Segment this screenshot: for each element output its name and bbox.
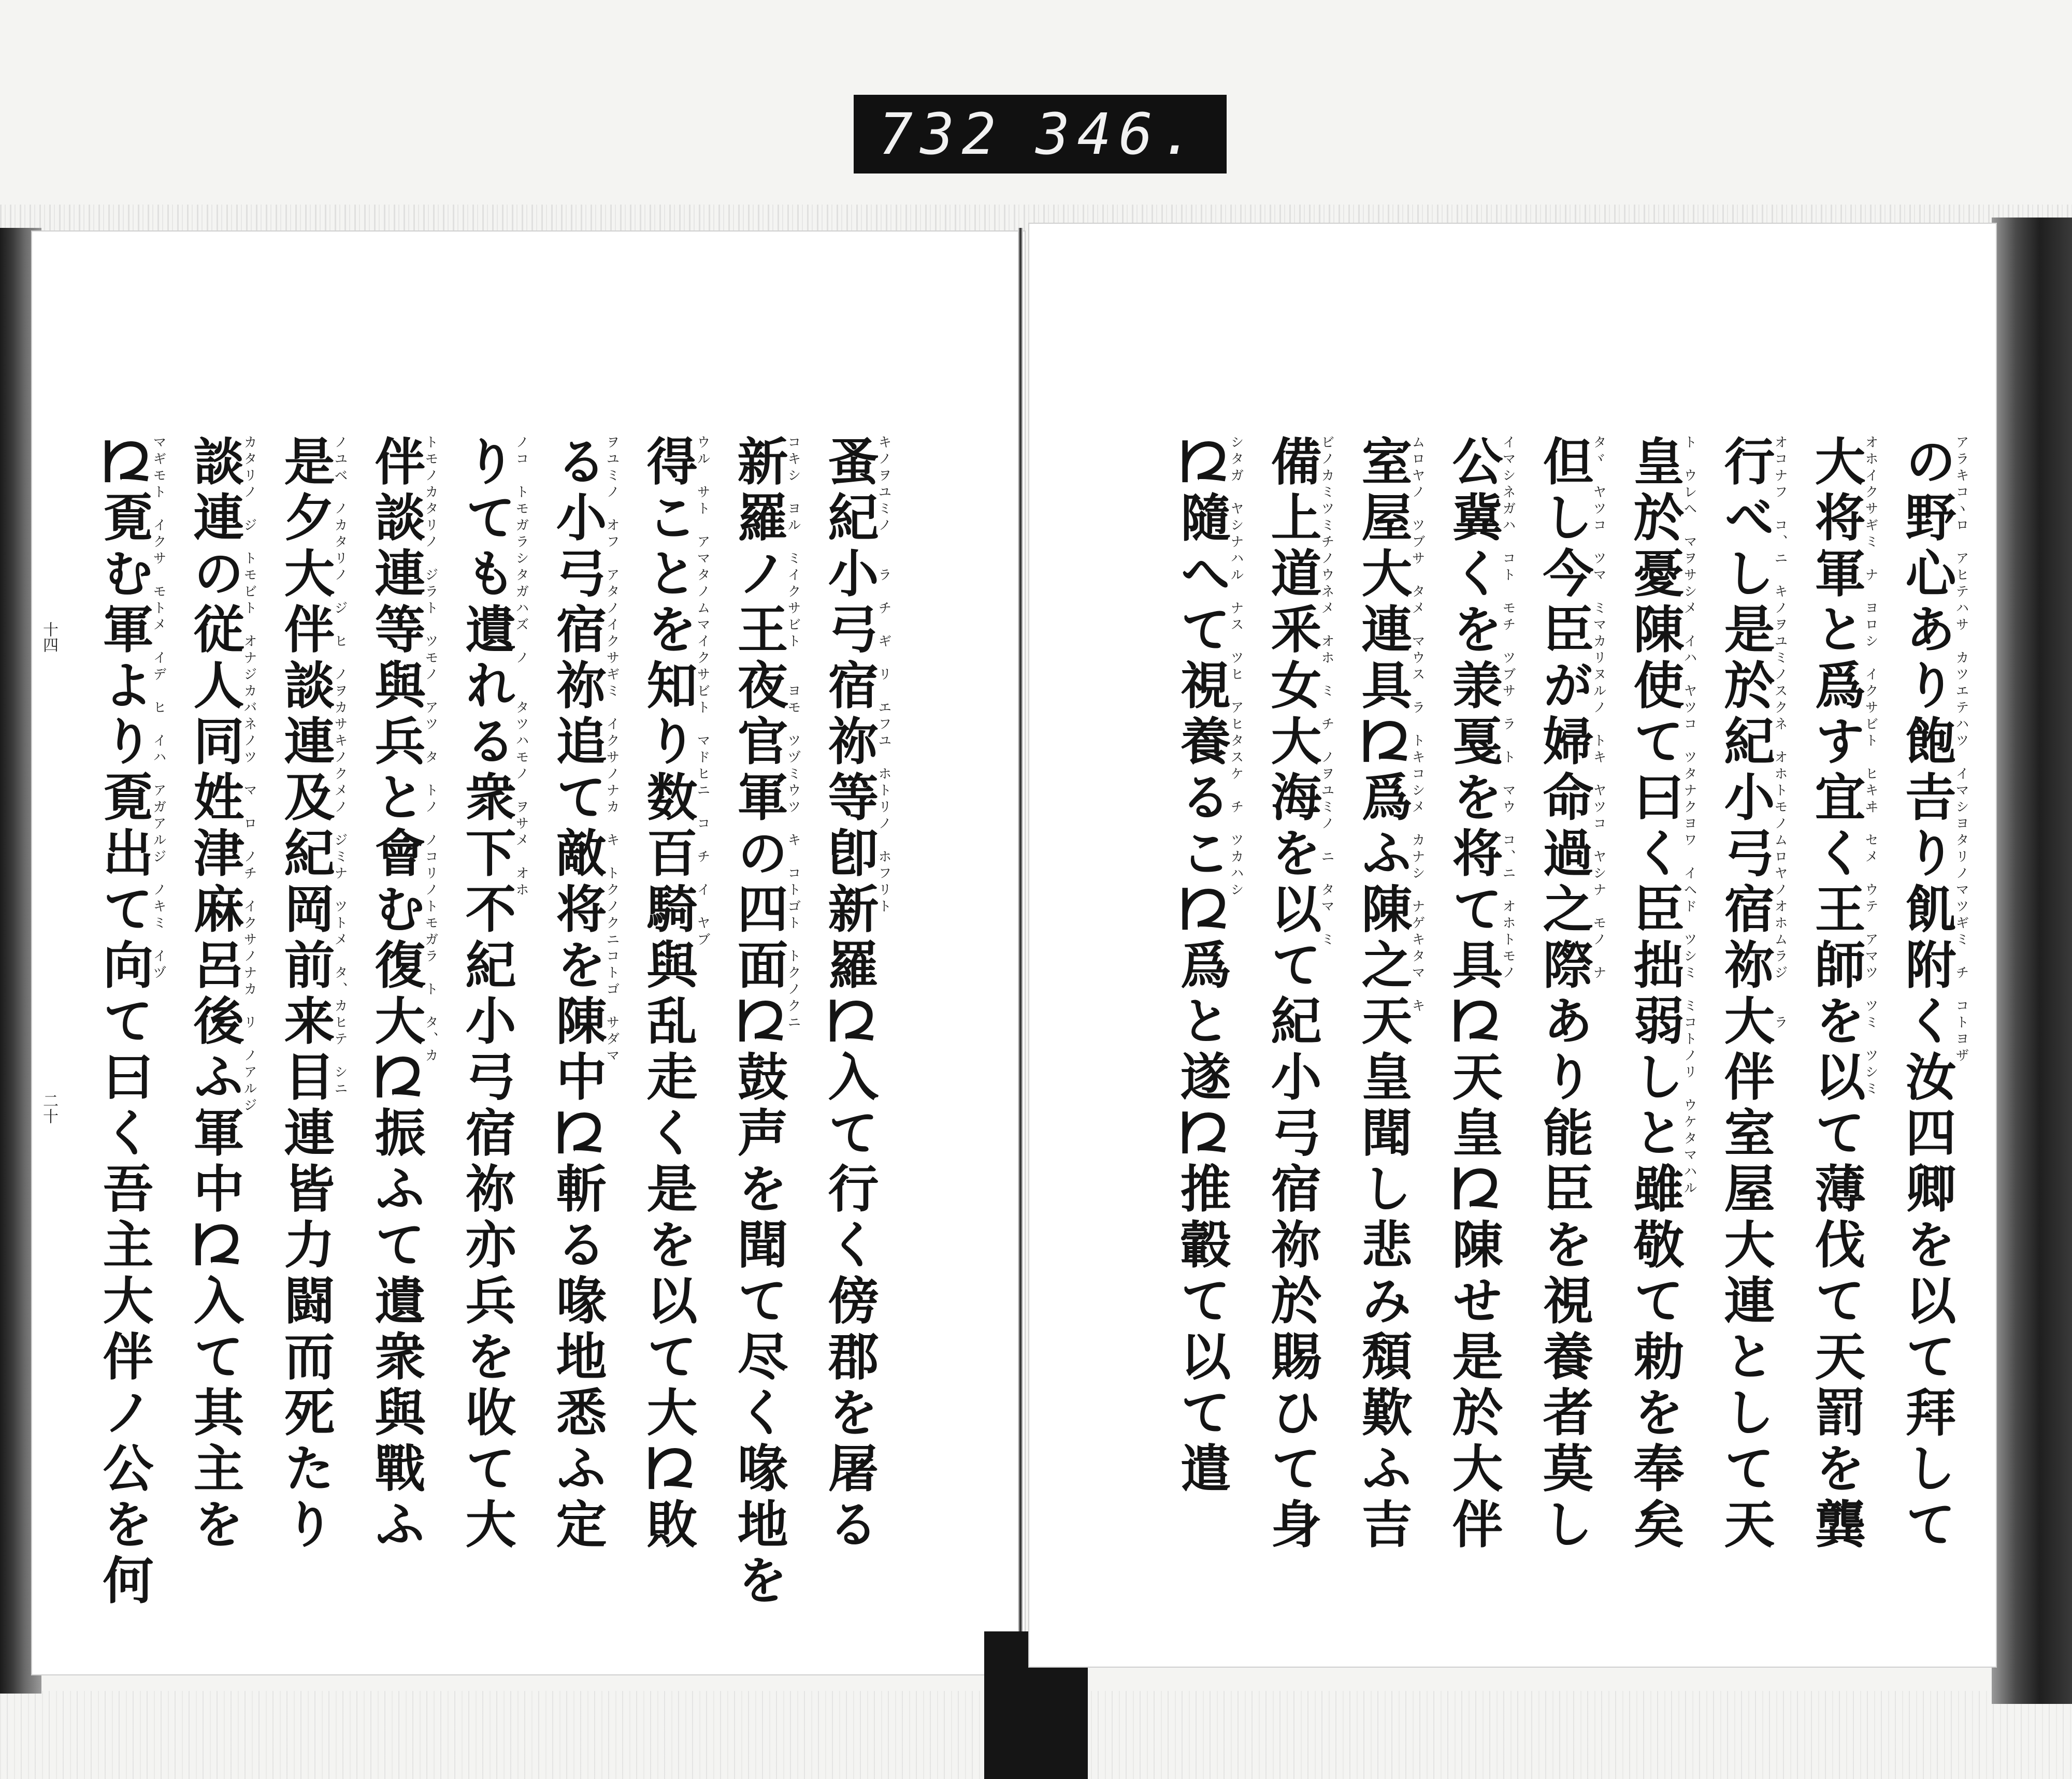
stamp-left-number: 732 [879, 101, 1003, 167]
book-edge-right [1992, 218, 2072, 1704]
right-ruby-column: オホイクサギミ ナ ヨロシ イクサビト ヒキヰ セメ ウテ アマツ ツミ ツシミ [1863, 435, 1878, 1098]
right-ruby-column: オコナフ コ、ニ キノヲユミノスクネ オホトモノムロヤノオホムラジ ラ [1772, 435, 1788, 1032]
right-text-column: 行べし是於紀小弓宿祢大伴室屋大連として天 [1716, 435, 1775, 1554]
right-text-column: 室屋大連具𛀁爲ふ陳之天皇聞し悲み頽歎ふ吉 [1353, 435, 1413, 1554]
right-text-column: の野心あり飽𠮷り飢附く汝四卿を以て拜して [1897, 435, 1956, 1554]
left-ruby-column: マギモト イクサ モトメ イデ ヒ イハ アガアルジ ノキミ イヅ [151, 435, 166, 982]
left-ruby-column: ヲユミノ オフ アタノイクサギミ イクサノナカ キ トクノクニコトゴ サダマ [604, 435, 620, 1065]
left-text-column: 談連の従人同姓津麻呂後ふ軍中𛀁入て其主を [185, 435, 244, 1554]
left-ruby-column: ウル サト アマタノムマイクサビト マドヒニ コ チ イ ヤブ [695, 435, 710, 949]
right-text-column: 但し今臣が婦命過之際あり能臣を視養者莫し [1534, 435, 1594, 1554]
right-text-column: 大将軍と爲す宜く王師を以て薄伐て天罰を龔 [1806, 435, 1866, 1554]
stamp-right-number: 346. [1035, 101, 1202, 167]
book-gutter [1018, 228, 1023, 1678]
right-ruby-column: タヾ ヤツコ ツマ ミマカリヌルノ トキ ヤツコ ヤシナ モノ ナ [1591, 435, 1606, 982]
right-ruby-column: ト ウレヘ マヲサシメ イハ ヤツコ ツタナクヨワ イヘド ツシミ ミコトノリ ウケタマハル [1681, 435, 1697, 1197]
left-text-column: る小弓宿祢追て敵将を陳中𛀁斬る喙地悉ふ定 [548, 435, 607, 1554]
left-ruby-column: キノヲユミノ ラ チ ギ リ エフユ ホトリノ ホフリト [876, 435, 891, 916]
left-ruby-column: ノコ トモガラシタガハズ ノ タツハモノ ヲサメ オホ [513, 435, 529, 899]
left-text-column: 新羅ノ王夜官軍の四面𛀁鼓声を聞て尽く喙地を [729, 435, 788, 1610]
right-ruby-column: イマシネガハ コト モチ ツブサ ラ ト マウ コ、ニ オホトモノ [1500, 435, 1516, 982]
right-text-column: 皇於憂陳使て曰く臣拙弱しと雖敬て勅を奉矣 [1625, 435, 1685, 1554]
left-text-column: 𛀁覔む軍より覔出て向て曰く吾主大伴ノ公を何 [94, 435, 154, 1610]
right-ruby-column: シタガ ヤシナハル ナス ツヒ アヒタスケ チ ツカハシ [1228, 435, 1244, 899]
left-ruby-column: カタリノ ジ トモビト オナジカバネノツ マ ロ ノチ イクサノナカ リ ノアルジ [241, 435, 257, 1115]
left-text-column: 蚤紀小弓宿祢等卽新羅𛀁入て行く傍郡を屠る [819, 435, 879, 1554]
archive-number-stamp [854, 95, 1227, 173]
left-ruby-column: コキシ ヨル ミイクサビト ヨモ ツヅミウツ キ コトゴト トクノクニ [785, 435, 801, 1032]
right-ruby-column: ムロヤノ ツブサ タメ マウス ラ トキコシメ カナシ ナゲキタマ キ [1409, 435, 1425, 1015]
left-text-column: 伴談連等與兵と會む復大𛀁振ふて遺衆與戰ふ [366, 435, 426, 1554]
right-ruby-column: ビノカミツミチノウネメ オホ ミ チ ノヲユミノ ニ タマ ミ [1319, 435, 1334, 949]
left-ruby-column: トモノカタリノ ジラト ツモノ アツ タ トノ ノコリノトモガラ ト タ、カ [423, 435, 438, 1065]
left-folio-top: 十四 [40, 621, 58, 653]
right-text-column: 備上道釆女大海を以て紀小弓宿祢於賜ひて身 [1262, 435, 1322, 1554]
right-ruby-column: アラキコヽロ アヒテハサ カツエテハツ イマシヨタリノマツギミ チ コトヨザ [1953, 435, 1969, 1065]
left-text-column: りても遺れる衆下不紀小弓宿祢亦兵を收て大 [457, 435, 516, 1554]
left-folio-mid: 二十 [40, 1093, 58, 1124]
left-text-column: 是夕大伴談連及紀岡前来目連皆力闘而死たり [276, 435, 335, 1554]
left-text-column: 得ことを知り数百騎與乱走く是を以て大𛀁敗 [638, 435, 698, 1554]
right-text-column: 𛀁隨へて視養るこ𛀁爲と遂𛀁推轂て以て遣 [1172, 435, 1231, 1498]
left-ruby-column: ノユベ ノカタリノ ジ ヒ ノヲカサキノクメノ ジミナ ツトメ タ、カヒテ シニ [332, 435, 348, 1098]
right-text-column: 公冀くを𣴎戛を将て具𛀁天皇𛀁陳せ是於大伴 [1444, 435, 1503, 1554]
